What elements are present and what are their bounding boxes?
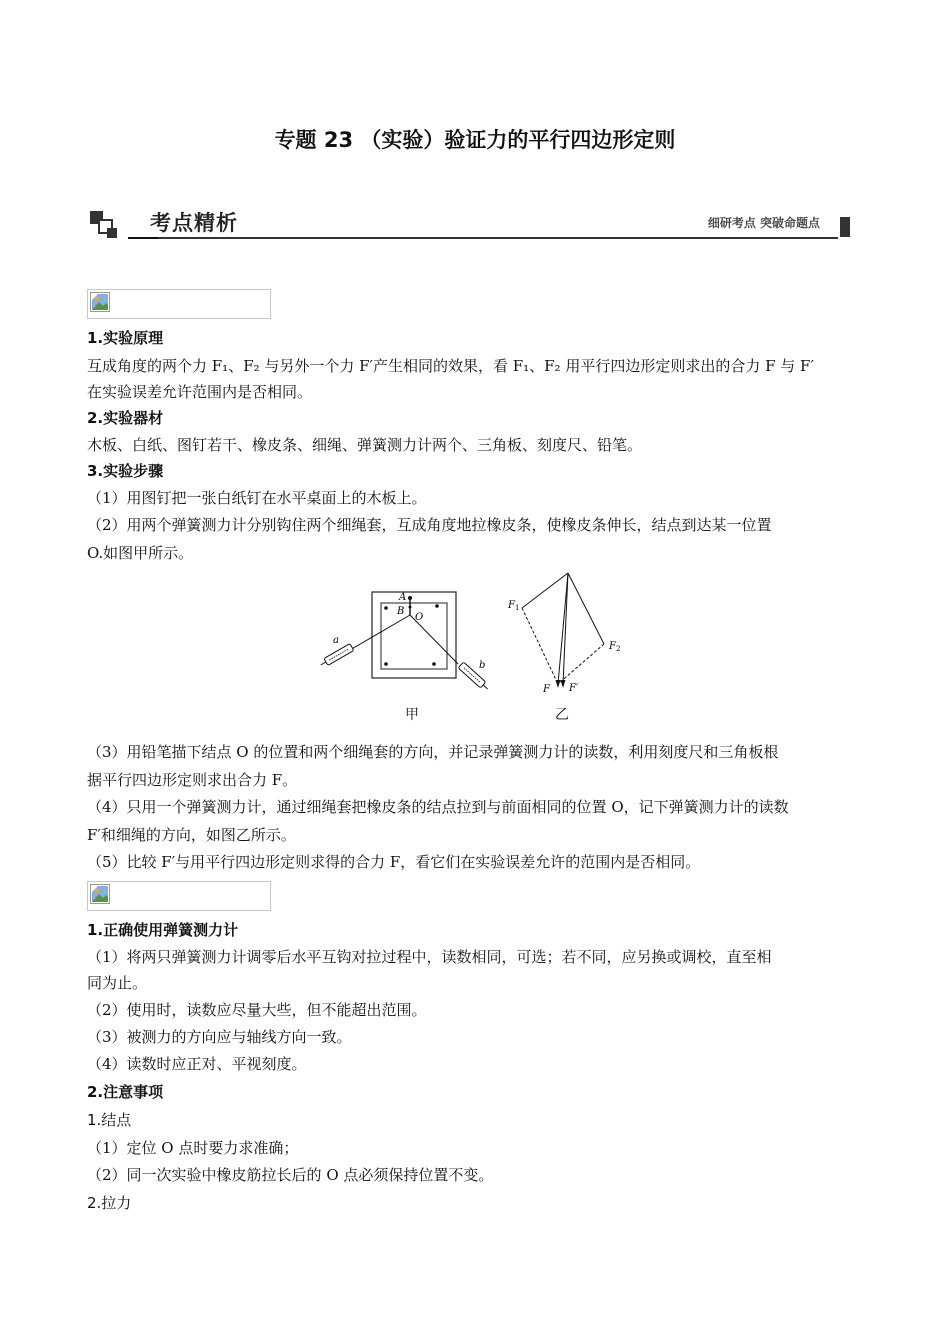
step-3-line-1: （3）用铅笔描下结点 O 的位置和两个细绳套的方向，并记录弹簧测力计的读数，利用刻度尺和三角板根: [87, 743, 779, 761]
banner-underline-accent: [128, 237, 158, 239]
step-4-line-2: F′和细绳的方向，如图乙所示。: [87, 826, 296, 844]
force-F-prime: [563, 573, 568, 684]
experiment-figure: [320, 570, 640, 730]
section-banner: [90, 207, 850, 241]
banner-underline: [128, 237, 838, 239]
page-title: 专题 23 （实验）验证力的平行四边形定则: [274, 128, 676, 152]
label-F-prime: F′: [569, 683, 579, 694]
banner-squares-icon: [90, 211, 120, 239]
step-1: （1）用图钉把一张白纸钉在水平桌面上的木板上。: [87, 489, 427, 507]
label-B: B: [397, 606, 405, 617]
force-F1: [522, 573, 568, 608]
spring-scale-left: [320, 644, 354, 669]
heading-principle: 1.实验原理: [87, 329, 164, 347]
arrow-F-prime: [561, 680, 566, 688]
force-F2: [568, 573, 604, 644]
pin: [384, 606, 388, 610]
principle-line-1: 互成角度的两个力 F₁、F₂ 与另外一个力 F′产生相同的效果，看 F₁、F₂ 用平行四边形定则求出的合力 F 与 F′: [87, 357, 814, 375]
label-F1: $F_1$: [508, 600, 520, 612]
step-4-line-1: （4）只用一个弹簧测力计，通过细绳套把橡皮条的结点拉到与前面相同的位置 O，记下弹簧测力计的读数: [87, 798, 789, 816]
step-5: （5）比较 F′与用平行四边形定则求得的合力 F，看它们在实验误差允许的范围内是否相同。: [87, 853, 701, 871]
usage-4: （4）读数时应正对、平视刻度。: [87, 1055, 307, 1073]
pin: [432, 662, 436, 666]
banner-end-block: [840, 217, 850, 237]
force-F: [558, 573, 568, 684]
heading-precautions: 2.注意事项: [87, 1083, 164, 1101]
subheading-pull: 2.拉力: [87, 1194, 132, 1212]
dashed-side-1: [522, 608, 558, 684]
point-b-dot: [409, 606, 412, 609]
step-3-line-2: 据平行四边形定则求出合力 F。: [87, 771, 298, 789]
knot-1: （1）定位 O 点时要力求准确；: [87, 1139, 299, 1157]
heading-equipment: 2.实验器材: [87, 409, 164, 427]
point-a-dot: [408, 596, 412, 600]
spring-scale-right: [458, 662, 490, 692]
heading-scale-usage: 1.正确使用弹簧测力计: [87, 921, 239, 939]
image-placeholder-1: [87, 289, 271, 319]
step-2-line-1: （2）用两个弹簧测力计分别钩住两个细绳套，互成角度地拉橡皮条，使橡皮条伸长，结点到达某一位置: [87, 516, 772, 534]
banner-heading: 考点精析: [150, 211, 238, 235]
image-placeholder-2: [87, 881, 271, 911]
pin: [384, 662, 388, 666]
equipment-text: 木板、白纸、图钉若干、橡皮条、细绳、弹簧测力计两个、三角板、刻度尺、铅笔。: [87, 436, 643, 454]
broken-image-icon: [90, 884, 110, 904]
subheading-knot: 1.结点: [87, 1111, 132, 1129]
usage-2: （2）使用时，读数应尽量大些，但不能超出范围。: [87, 1001, 427, 1019]
label-b: b: [479, 660, 486, 671]
usage-1-line-2: 同为止。: [87, 974, 148, 992]
usage-3: （3）被测力的方向应与轴线方向一致。: [87, 1028, 352, 1046]
pin: [435, 604, 439, 608]
usage-1-line-1: （1）将两只弹簧测力计调零后水平互钩对拉过程中，读数相同，可选；若不同，应另换或调校，直至相: [87, 948, 772, 966]
board-paper: [381, 603, 447, 669]
arrow-F: [556, 680, 561, 688]
label-A: A: [399, 592, 407, 603]
label-F2: $F_2$: [609, 641, 621, 653]
label-a: a: [333, 635, 339, 646]
broken-image-icon: [90, 292, 110, 312]
label-O: O: [415, 612, 424, 623]
label-F: F: [543, 684, 550, 695]
knot-2: （2）同一次实验中橡皮筋拉长后的 O 点必须保持位置不变。: [87, 1166, 494, 1184]
principle-line-2: 在实验误差允许范围内是否相同。: [87, 383, 313, 401]
figure-caption-yi: 乙: [555, 707, 569, 723]
heading-steps: 3.实验步骤: [87, 462, 164, 480]
figure-caption-jia: 甲: [405, 707, 419, 723]
banner-tagline: 细研考点 突破命题点: [707, 216, 820, 230]
step-2-line-2: O.如图甲所示。: [87, 544, 194, 562]
